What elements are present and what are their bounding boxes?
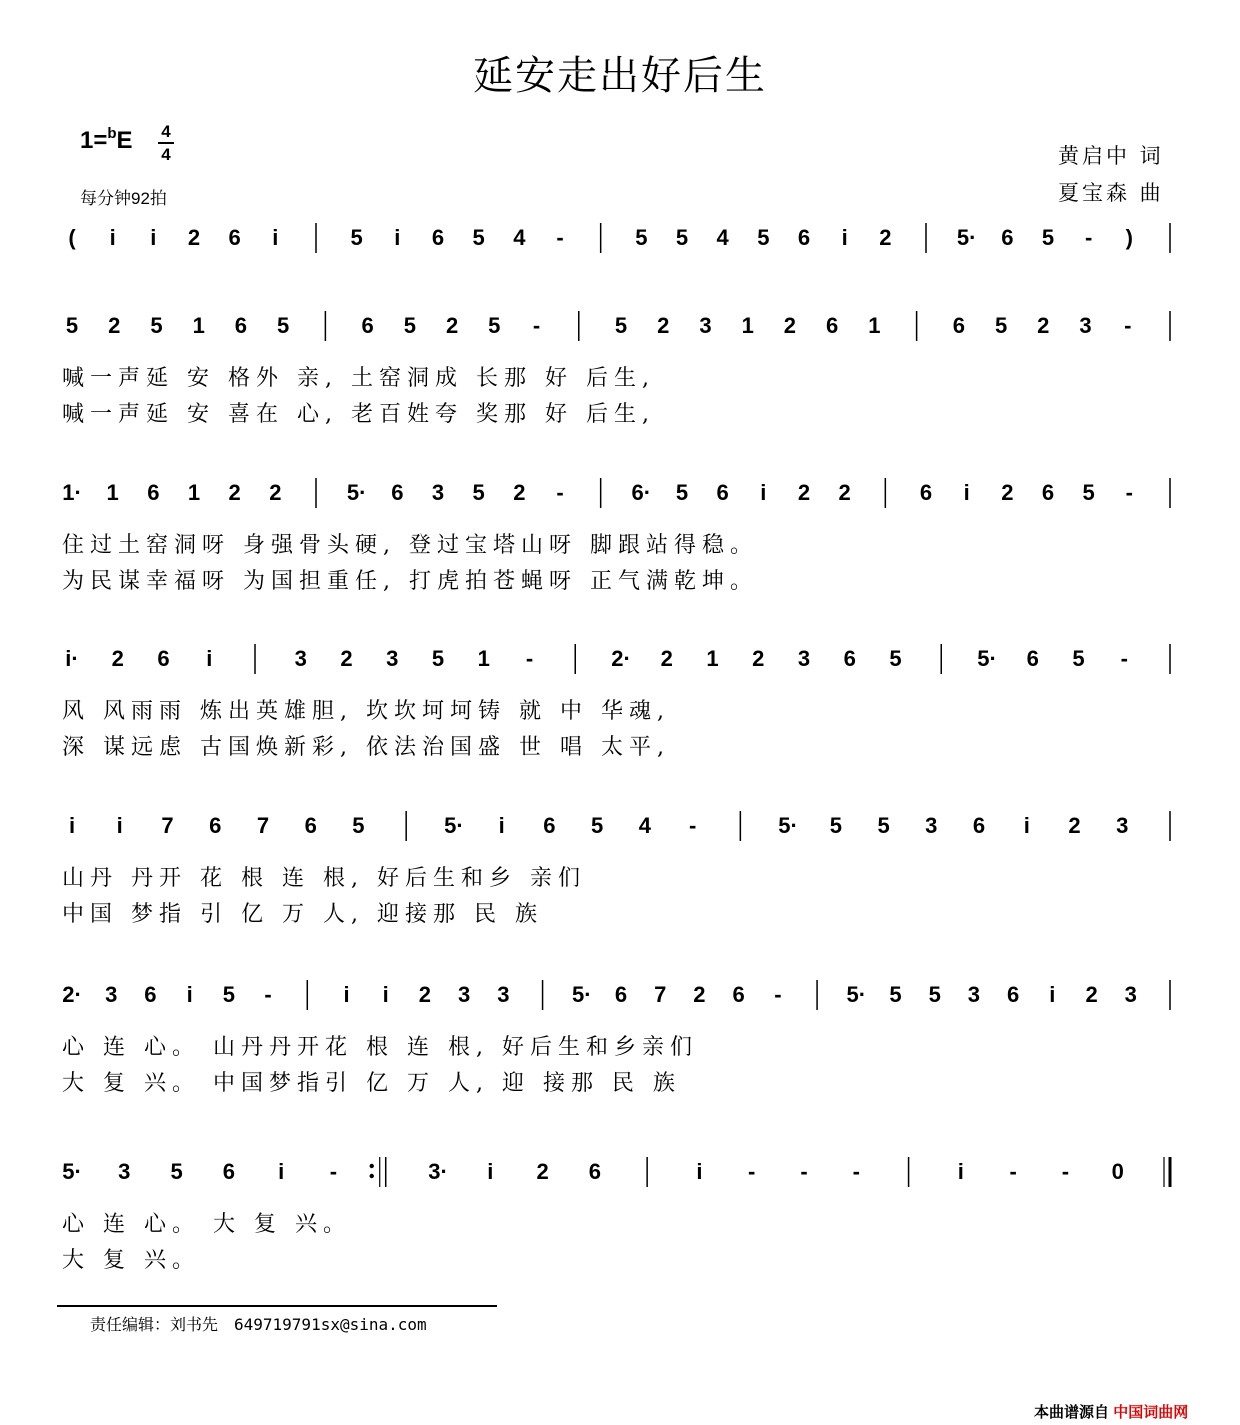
note: i <box>487 1159 494 1184</box>
note: 5 <box>675 225 689 250</box>
note: - <box>800 1159 808 1184</box>
note: 5 <box>889 982 902 1007</box>
note: 6 <box>147 480 160 505</box>
note: 6 <box>234 313 248 338</box>
note: - <box>532 313 541 338</box>
note: i <box>394 225 401 250</box>
repeat-dot <box>370 1174 374 1178</box>
note: 6 <box>361 313 374 338</box>
composer-credit: 夏宝森 曲 <box>1058 181 1164 205</box>
notation-system <box>62 311 1170 427</box>
note: 3 <box>118 1159 131 1184</box>
note: 3 <box>1116 813 1129 838</box>
note: 6 <box>952 313 965 338</box>
note: 3· <box>428 1159 448 1184</box>
note: 3 <box>925 813 938 838</box>
note: - <box>1085 225 1093 250</box>
note: 1· <box>62 480 82 505</box>
note: i <box>150 225 157 250</box>
note: i <box>841 225 848 250</box>
note: 5 <box>488 313 501 338</box>
note: 4 <box>513 225 526 250</box>
note: i <box>278 1159 285 1184</box>
note: 2 <box>513 480 526 505</box>
note: - <box>1124 313 1132 338</box>
note: - <box>774 982 782 1007</box>
footer-rule <box>57 1305 497 1307</box>
note: i <box>272 225 279 250</box>
note: 5 <box>675 480 689 505</box>
note: 2 <box>1001 480 1014 505</box>
meter-bottom: 4 <box>161 145 171 164</box>
lyric-line: 心 连 心。 山丹丹开花 根 连 根, 好后生和乡亲们 <box>62 1035 698 1060</box>
note: 2 <box>1085 982 1098 1007</box>
note: 5 <box>994 313 1008 338</box>
note: 3 <box>105 982 118 1007</box>
note: 7 <box>161 813 174 838</box>
key-one: 1= <box>80 127 108 154</box>
note: 2 <box>838 480 851 505</box>
note: 6 <box>826 313 839 338</box>
note: 3 <box>797 646 811 671</box>
note: - <box>556 480 564 505</box>
lyric-line: 山丹 丹开 花 根 连 根, 好后生和乡 亲们 <box>62 866 586 891</box>
note: 3 <box>497 982 510 1007</box>
note: 5 <box>222 982 235 1007</box>
note: 0 <box>1111 1159 1124 1184</box>
note: 2 <box>752 646 765 671</box>
lyric-line: 大 复 兴。 <box>62 1248 200 1273</box>
note: 2 <box>783 313 797 338</box>
note: 5 <box>472 225 485 250</box>
note: - <box>329 1159 338 1184</box>
note: 2 <box>657 313 670 338</box>
note: 1 <box>706 646 719 671</box>
note: 6 <box>614 982 628 1007</box>
note: - <box>688 813 697 838</box>
note: 5 <box>614 313 628 338</box>
repeat-dot <box>370 1164 374 1168</box>
note: 5 <box>65 313 79 338</box>
note: 2 <box>108 313 121 338</box>
note: 5 <box>472 480 485 505</box>
note: 6 <box>716 480 729 505</box>
watermark-text: 本曲谱源自 <box>1034 1404 1110 1421</box>
note: 5 <box>591 813 604 838</box>
note: 5 <box>150 313 163 338</box>
note: 6 <box>1026 646 1039 671</box>
note: 2 <box>111 646 124 671</box>
note: 5· <box>444 813 464 838</box>
note: 3 <box>967 982 981 1007</box>
note: 5· <box>977 646 997 671</box>
note: i <box>498 813 505 838</box>
note: 2 <box>1068 813 1081 838</box>
note: 3 <box>294 646 307 671</box>
notation-system <box>68 223 1170 253</box>
note: i· <box>65 646 79 671</box>
note: 5 <box>928 982 941 1007</box>
lyric-line: 为民谋幸福呀 为国担重任, 打虎拍苍蝇呀 正气满乾坤。 <box>62 569 758 594</box>
note: 3 <box>386 646 399 671</box>
lyricist-credit: 黄启中 词 <box>1058 144 1164 168</box>
note: - <box>1009 1159 1017 1184</box>
note: 1 <box>187 480 201 505</box>
note: 1 <box>106 480 119 505</box>
note: 5· <box>346 480 367 505</box>
note: 6 <box>843 646 856 671</box>
note: 6 <box>391 480 404 505</box>
note: 2 <box>797 480 811 505</box>
note: i <box>116 813 123 838</box>
note: ( <box>68 225 76 250</box>
note: 5· <box>956 225 977 250</box>
note: 5· <box>62 1159 82 1184</box>
note: ) <box>1125 225 1133 250</box>
note: - <box>748 1159 756 1184</box>
note: 4 <box>716 225 729 250</box>
note: - <box>1061 1159 1070 1184</box>
note: 1 <box>741 313 754 338</box>
note: 5 <box>431 646 445 671</box>
note: - <box>1120 646 1128 671</box>
note: 2· <box>62 982 82 1007</box>
note: 5 <box>1082 480 1095 505</box>
note: 6 <box>144 982 157 1007</box>
note: 6 <box>157 646 170 671</box>
editor-credit: 责任编辑：刘书先 649719791sx@sina.com <box>90 1315 427 1334</box>
note: 5 <box>170 1159 183 1184</box>
note: 2 <box>418 982 432 1007</box>
key-note: E <box>116 127 133 154</box>
song-title: 延安走出好后生 <box>473 53 767 99</box>
lyric-line: 心 连 心。 大 复 兴。 <box>62 1212 351 1237</box>
note: 5 <box>1041 225 1055 250</box>
note: i <box>957 1159 964 1184</box>
note: 3 <box>699 313 712 338</box>
note: 6 <box>919 480 933 505</box>
notation-system <box>62 644 1170 760</box>
note: 1 <box>192 313 205 338</box>
note: 6 <box>972 813 986 838</box>
note: i <box>343 982 350 1007</box>
note: 2 <box>269 480 282 505</box>
lyric-line: 住过土窑洞呀 身强骨头硬, 登过宝塔山呀 脚跟站得稳。 <box>62 533 758 558</box>
note: i <box>68 813 76 838</box>
note: i <box>206 646 213 671</box>
note: 6 <box>588 1159 601 1184</box>
note: 6 <box>1041 480 1055 505</box>
note: 2· <box>611 646 631 671</box>
note: i <box>1049 982 1056 1007</box>
tempo-marking: 每分钟92拍 <box>80 189 167 208</box>
note: 5· <box>572 982 592 1007</box>
note: 5 <box>757 225 770 250</box>
note: 6· <box>631 480 652 505</box>
note: 5· <box>846 982 867 1007</box>
note: 5 <box>877 813 890 838</box>
lyric-line: 喊一声延 安 格外 亲, 土窑洞成 长那 好 后生, <box>62 366 655 391</box>
note: 5· <box>778 813 798 838</box>
note: 5 <box>1072 646 1085 671</box>
watermark-site: 中国词曲网 <box>1113 1404 1189 1421</box>
note: 5 <box>277 313 290 338</box>
notation-system <box>62 1157 1170 1273</box>
note: 2 <box>445 313 459 338</box>
note: 1 <box>868 313 881 338</box>
note: 6 <box>209 813 222 838</box>
note: 6 <box>543 813 556 838</box>
notation-system <box>62 478 1170 594</box>
note: 2 <box>1037 313 1050 338</box>
note: - <box>1125 480 1133 505</box>
note: i <box>186 982 193 1007</box>
note: 6 <box>304 813 317 838</box>
note: - <box>556 225 564 250</box>
source-watermark <box>1034 1401 1188 1422</box>
note: 3 <box>1079 313 1092 338</box>
note: 2 <box>693 982 706 1007</box>
note: 3 <box>458 982 471 1007</box>
notation-system <box>62 811 1170 927</box>
note: i <box>109 225 116 250</box>
lyric-line: 大 复 兴。 中国梦指引 亿 万 人, 迎 接那 民 族 <box>62 1071 681 1096</box>
note: 6 <box>732 982 745 1007</box>
note: i <box>382 982 389 1007</box>
lyric-line: 喊一声延 安 喜在 心, 老百姓夸 奖那 好 后生, <box>62 402 655 427</box>
note: i <box>696 1159 703 1184</box>
note: 6 <box>797 225 811 250</box>
notation-system <box>62 980 1170 1096</box>
note: 6 <box>431 225 445 250</box>
meter-top: 4 <box>161 122 171 141</box>
note: 5 <box>635 225 648 250</box>
lyric-line: 深 谋远虑 古国焕新彩, 依法治国盛 世 唱 太平, <box>62 735 670 760</box>
note: - <box>852 1159 860 1184</box>
note: 7 <box>256 813 270 838</box>
note: 5 <box>350 225 363 250</box>
note: 2 <box>536 1159 549 1184</box>
note: - <box>264 982 272 1007</box>
note: 2 <box>187 225 201 250</box>
note: 5 <box>829 813 842 838</box>
note: i <box>1023 813 1030 838</box>
note: 1 <box>477 646 490 671</box>
note: 5 <box>889 646 902 671</box>
note: 2 <box>340 646 353 671</box>
note: 6 <box>1001 225 1014 250</box>
lyric-line: 中国 梦指 引 亿 万 人, 迎接那 民 族 <box>62 902 543 927</box>
note: 3 <box>431 480 445 505</box>
lyric-line: 风 风雨雨 炼出英雄胆, 坎坎坷坷铸 就 中 华魂, <box>62 699 670 724</box>
note: 4 <box>638 813 651 838</box>
note: 3 <box>1124 982 1137 1007</box>
note: 6 <box>222 1159 235 1184</box>
note: i <box>760 480 767 505</box>
note: 6 <box>228 225 241 250</box>
note: 2 <box>660 646 673 671</box>
note: 2 <box>228 480 241 505</box>
note: i <box>963 480 970 505</box>
note: 6 <box>1007 982 1020 1007</box>
note: 2 <box>879 225 892 250</box>
note: 7 <box>654 982 667 1007</box>
note: 5 <box>352 813 365 838</box>
note: - <box>525 646 534 671</box>
flat-sign: b <box>107 125 117 142</box>
note: 5 <box>403 313 416 338</box>
